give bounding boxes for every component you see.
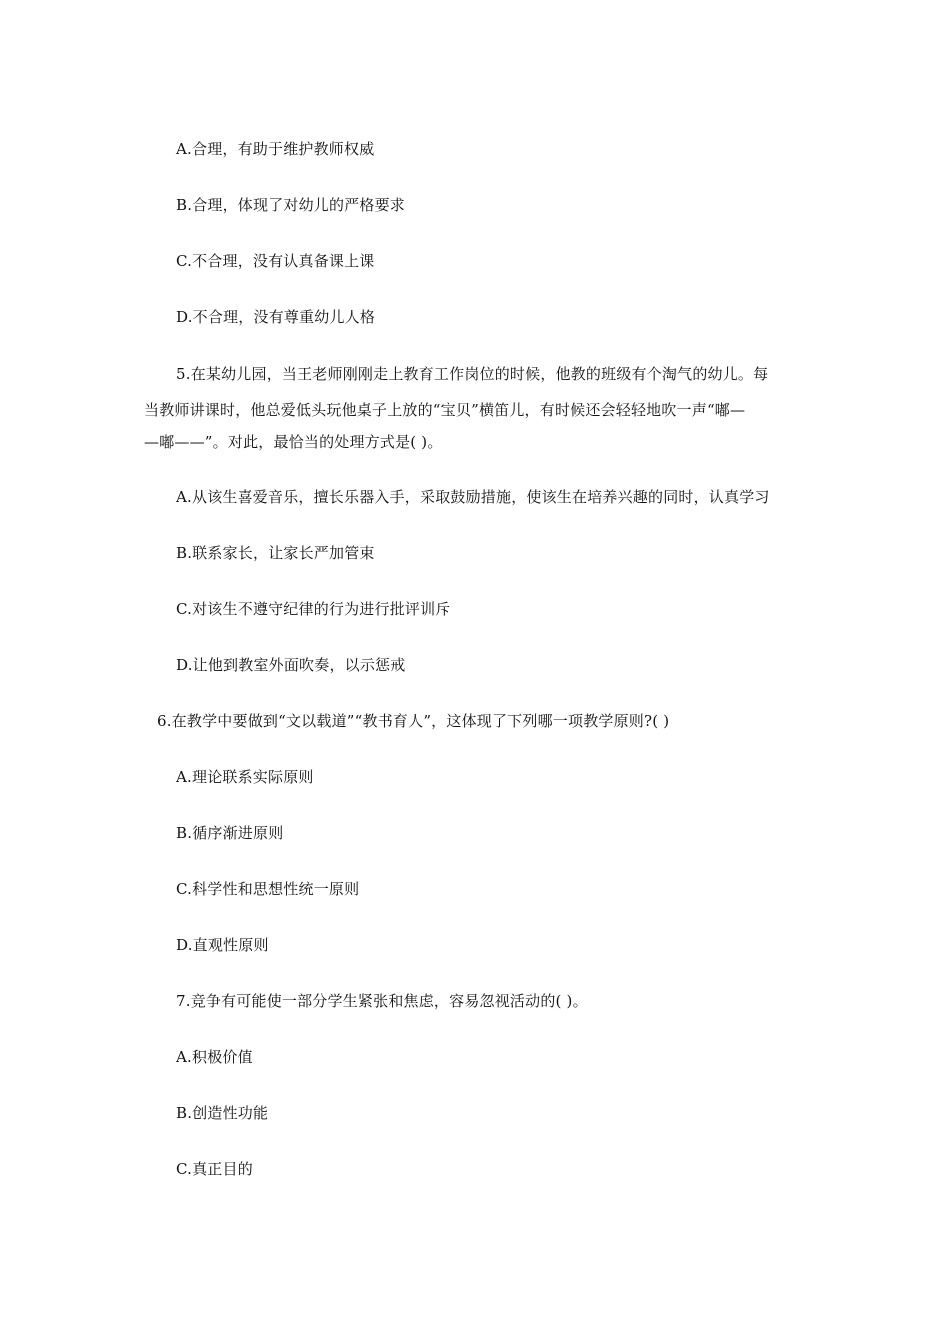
q4-option-b: B.合理，体现了对幼儿的严格要求: [176, 196, 405, 214]
q7-option-a: A.积极价值: [176, 1048, 253, 1066]
q4-option-d: D.不合理，没有尊重幼儿人格: [176, 308, 376, 326]
q5-option-a: A.从该生喜爱音乐，擅长乐器入手，采取鼓励措施，使该生在培养兴趣的同时，认真学习: [176, 488, 770, 506]
q6-option-b: B.循序渐进原则: [176, 824, 284, 842]
q5-stem-line-3: —嘟——”。对此，最恰当的处理方式是( )。: [144, 433, 443, 451]
q5-option-d: D.让他到教室外面吹奏，以示惩戒: [176, 656, 406, 674]
q7-stem: 7.竞争有可能使一部分学生紧张和焦虑，容易忽视活动的( )。: [176, 992, 588, 1010]
q6-option-a: A.理论联系实际原则: [176, 768, 314, 786]
q7-option-b: B.创造性功能: [176, 1104, 269, 1122]
q5-stem-line-1: 5.在某幼儿园，当王老师刚刚走上教育工作岗位的时候，他教的班级有个淘气的幼儿。每: [176, 365, 769, 383]
q5-option-b: B.联系家长，让家长严加管束: [176, 544, 375, 562]
q5-stem-line-2: 当教师讲课时，他总爱低头玩他桌子上放的“宝贝”横笛儿，有时候还会轻轻地吹一声“嘟—: [144, 401, 746, 419]
q6-option-d: D.直观性原则: [176, 936, 269, 954]
q4-option-c: C.不合理，没有认真备课上课: [176, 252, 375, 270]
q6-option-c: C.科学性和思想性统一原则: [176, 880, 360, 898]
q7-option-c: C.真正目的: [176, 1160, 253, 1178]
q6-stem: 6.在教学中要做到“文以载道”“教书育人”，这体现了下列哪一项教学原则?( ): [157, 712, 670, 730]
q5-option-c: C.对该生不遵守纪律的行为进行批评训斥: [176, 600, 451, 618]
q4-option-a: A.合理，有助于维护教师权威: [176, 140, 375, 158]
